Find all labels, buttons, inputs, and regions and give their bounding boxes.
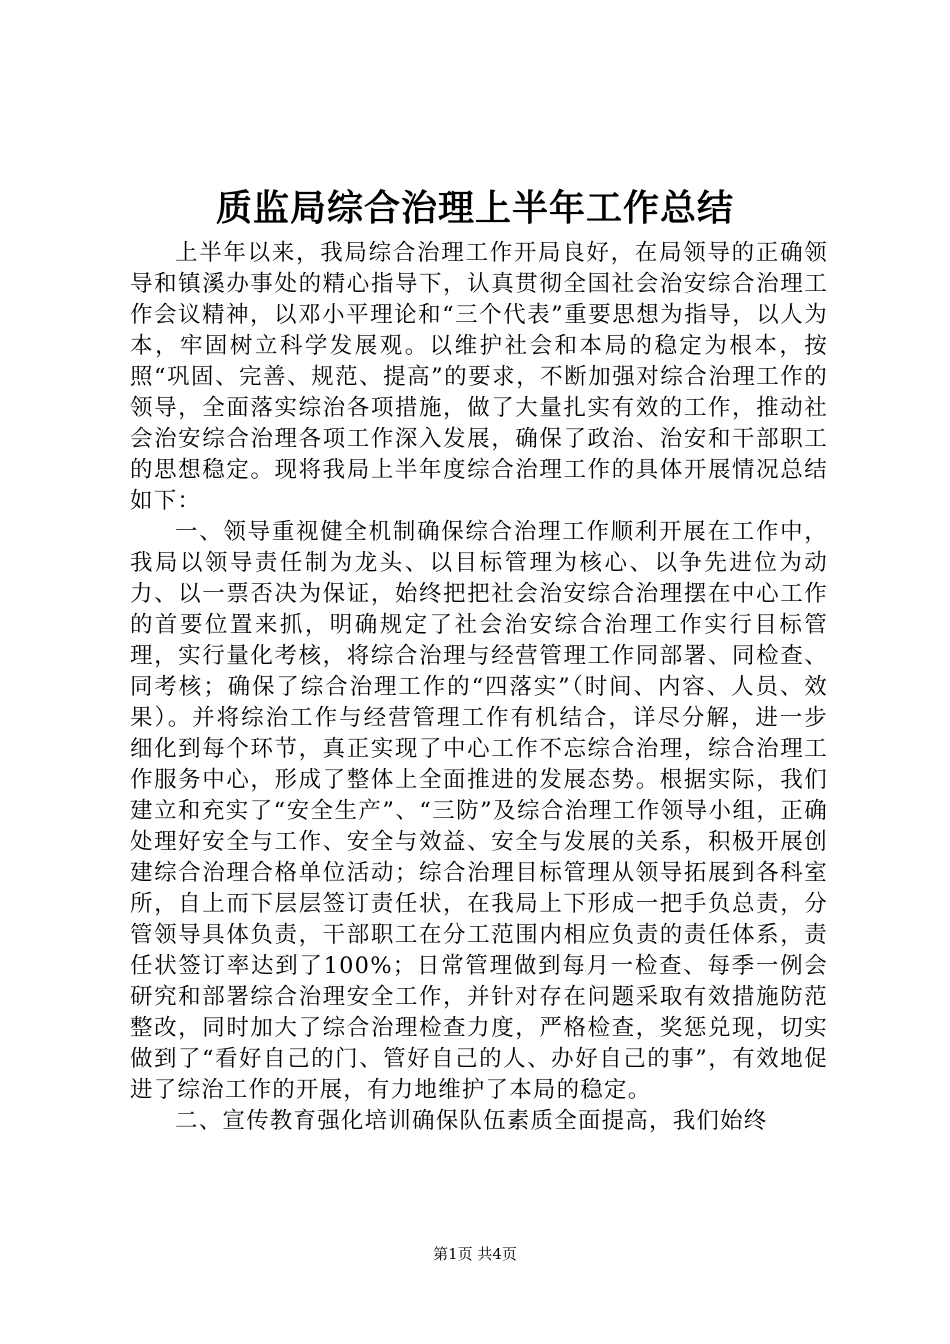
paragraph-section-one: 一、领导重视健全机制确保综合治理工作顺利开展在工作中，我局以领导责任制为龙头、以目标管理为核心、以争先进位为动力、以一票否决为保证，始终把把社会治安综合治理摆在中心工作的首要位置来抓，明确规定了社会治安综合治理工作实行目标管理，实行量化考核，将综合治理与经营管理工作同部署、同检查、同考核；确保了综合治理工作的“四落实”（时间、内容、人员、效果）。并将综治工作与经营管理工作有机结合，详尽分解，进一步细化到每个环节，真正实现了中心工作不忘综合治理，综合治理工作服务中心，形成了整体上全面推进的发展态势。根据实际，我们建立和充实了“安全生产”、“三防”及综合治理工作领导小组，正确处理好安全与工作、安全与效益、安全与发展的关系，积极开展创建综合治理合格单位活动；综合治理目标管理从领导拓展到各科室所，自上而下层层签订责任状，在我局上下形成一把手负总责，分管领导具体负责，干部职工在分工范围内相应负责的责任体系，责任状签订率达到了100%；日常管理做到每月一检查、每季一例会研究和部署综合治理安全工作，并针对存在问题采取有效措施防范整改，同时加大了综合治理检查力度，严格检查，奖惩兑现，切实做到了“看好自己的门、管好自己的人、办好自己的事”，有效地促进了综治工作的开展，有力地维护了本局的稳定。: [130, 519, 828, 1103]
page-footer: 第1页 共4页: [433, 1245, 517, 1263]
document-body: [130, 238, 828, 1137]
page-title: 质监局综合治理上半年工作总结: [215, 187, 734, 229]
paragraph-intro: 上半年以来，我局综合治理工作开局良好，在局领导的正确领导和镇溪办事处的精心指导下，认真贯彻全国社会治安综合治理工作会议精神，以邓小平理论和“三个代表”重要思想为指导，以人为本，牢固树立科学发展观。以维护社会和本局的稳定为根本，按照“巩固、完善、规范、提高”的要求，不断加强对综合治理工作的领导，全面落实综治各项措施，做了大量扎实有效的工作，推动社会治安综合治理各项工作深入发展，确保了政治、治安和干部职工的思想稳定。现将我局上半年度综合治理工作的具体开展情况总结如下：: [130, 240, 828, 514]
paragraph-section-two: 二、宣传教育强化培训确保队伍素质全面提高，我们始终: [175, 1108, 768, 1134]
